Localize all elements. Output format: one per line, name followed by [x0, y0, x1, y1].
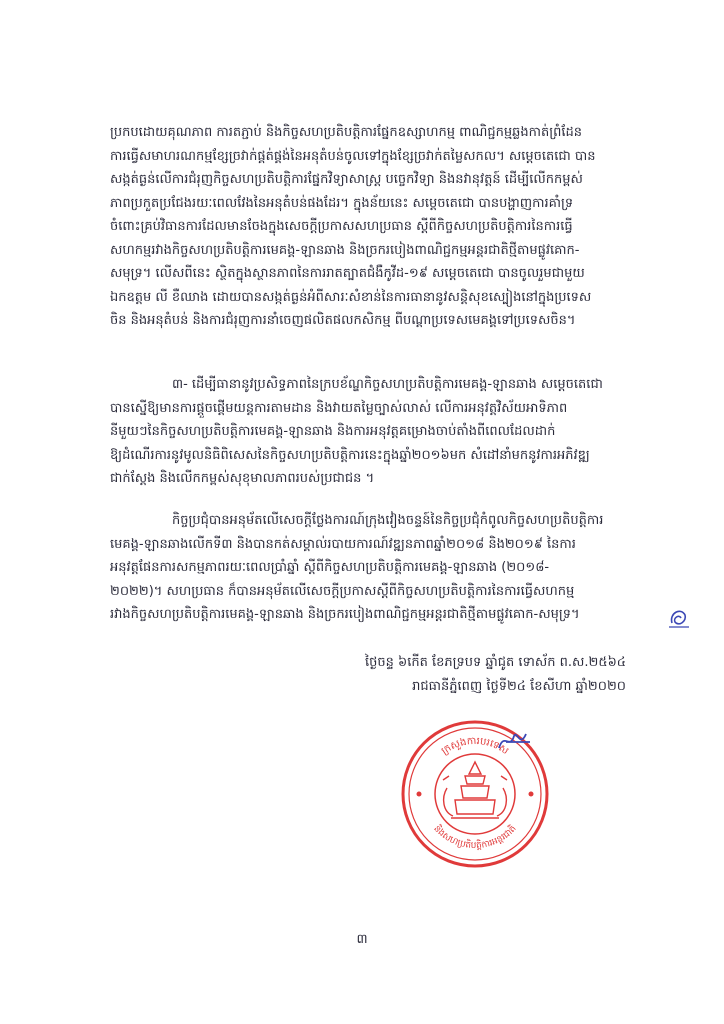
text-line: ភាពប្រកួតប្រជែងរយៈពេលវែងនៃអនុតំបន់ផងដែរ។ ក្នុងន័យនេះ សម្ដេចតេជោ បានបង្ហាញការគាំទ្រ — [110, 195, 574, 211]
text-line: ឯកឧត្ដម លី ខឺឈាង ដោយបានសង្កត់ធ្ងន់អំពីសារៈសំខាន់នៃការធានានូវសន្តិសុខស្បៀងនៅក្នុងប្រទេស — [110, 289, 592, 305]
text-line: សមុទ្រ។ លើសពីនេះ ស្ថិតក្នុងស្ថានភាពនៃការរាតត្បាតជំងឺកូវីដ-១៩ សម្ដេចតេជោ បានចូលរួមជាមួយ — [110, 266, 585, 281]
paragraph-continuation — [110, 121, 665, 333]
text-line: កិច្ចប្រជុំបានអនុម័តលើសេចក្ដីថ្លែងការណ៍ក្រុងវៀងចន្ទន៍នៃកិច្ចប្រជុំកំពូលកិច្ចសហប្រតិបត្តិការ — [172, 513, 604, 528]
seal-bottom-text: និងសហប្រតិបត្តិការអន្តរជាតិ — [431, 823, 519, 852]
text-line: ២០២២)។ សហប្រធាន ក៏បានអនុម័តលើសេចក្ដីប្រកាសស្ដីពីកិច្ចសហប្រតិបត្តិការនៃការធ្វើសហកម្ម — [110, 583, 575, 599]
text-line: ចិន និងអនុតំបន់ និងការជំរុញការនាំចេញផលិតផលកសិកម្ម ពីបណ្ដាប្រទេសមេគង្គទៅប្រទេសចិន។ — [110, 313, 576, 328]
paragraph-meeting-adoption — [110, 509, 665, 627]
text-line: ប្រកបដោយគុណភាព ការតភ្ជាប់ និងកិច្ចសហប្រតិបត្តិការផ្នែកឧស្សាហកម្ម ពាណិជ្ជកម្មឆ្លងកាត់ព្រំដែន — [110, 125, 583, 140]
text-line: ជាក់ស្ដែង និងលើកកម្ពស់សុខុមាលភាពរបស់ប្រជាជន ។ — [110, 471, 375, 486]
text-line: ឱ្យដំណើរការនូវមូលនិធិពិសេសនៃកិច្ចសហប្រតិបត្តិការនេះក្នុងឆ្នាំ២០១៦មក សំដៅនាំមកនូវការអភិវឌ្ឍ — [110, 447, 590, 463]
text-line: រវាងកិច្ចសហប្រតិបត្តិការមេគង្គ-ឡានឆាង និងច្រករបៀងពាណិជ្ជកម្មអន្តរជាតិថ្មីតាមផ្លូវគោក-សមុទ្រ។ — [110, 607, 580, 622]
seal-top-text: ក្រសួងការបរទេស — [439, 735, 511, 758]
page-number: ៣ — [356, 932, 368, 947]
initial-mark-icon — [667, 605, 691, 631]
date-lunar: ថ្ងៃចន្ទ ៦កើត ខែភទ្របទ ឆ្នាំជូត ទោស័ក ព.ស.២៥៦៤ — [365, 655, 626, 670]
text-line: បានស្នើឱ្យមានការផ្ដួចផ្ដើមយន្តការតាមដាន និងវាយតម្លៃច្បាស់លាស់ លើការអនុវត្តវិស័យអាទិភាព — [110, 400, 568, 416]
text-line: សង្កត់ធ្ងន់លើការជំរុញកិច្ចសហប្រតិបត្តិការផ្នែកវិទ្យាសាស្ត្រ បច្ចេកវិទ្យា និងនវានុវត្តន៍ ដើម្បីលើកកម្ពស់ — [110, 172, 583, 187]
svg-text:និងសហប្រតិបត្តិការអន្តរជាតិ — [431, 822, 518, 851]
text-line: អនុវត្តផែនការសកម្មភាពរយៈពេលប្រាំឆ្នាំ ស្ដីពីកិច្ចសហប្រតិបត្តិការមេគង្គ-ឡានឆាង (២០១៨- — [110, 560, 550, 575]
text-line: ចំពោះគ្រប់វិធានការដែលមានចែងក្នុងសេចក្ដីប្រកាសសហប្រធាន ស្ដីពីកិច្ចសហប្រតិបត្តិការនៃការធ្វើ — [110, 219, 573, 234]
text-line: ការធ្វើសមាហរណកម្មខ្សែច្រវាក់ផ្គត់ផ្គង់នៃអនុតំបន់ចូលទៅក្នុងខ្សែច្រវាក់តម្លៃសកល។ សម្ដេចតេជោ បាន — [110, 148, 596, 164]
text-line: មេគង្គ-ឡានឆាងលើកទី៣ និងបានកត់សម្គាល់របាយការណ៍វឌ្ឍនភាពឆ្នាំ២០១៨ និង២០១៩ នៃការ — [110, 536, 576, 552]
date-place-solar: រាជធានីភ្នំពេញ ថ្ងៃទី២៤ ខែសីហា ឆ្នាំ២០២០ — [412, 679, 626, 694]
paragraph-point-3 — [110, 373, 665, 491]
text-line: នីមួយៗនៃកិច្ចសហប្រតិបត្តិការមេគង្គ-ឡានឆាង និងការអនុវត្តគម្រោងចាប់តាំងពីពេលដែលដាក់ — [110, 424, 556, 439]
signature-icon — [496, 728, 532, 754]
text-line: សហកម្មរវាងកិច្ចសហប្រតិបត្តិការមេគង្គ-ឡានឆាង និងច្រករបៀងពាណិជ្ជកម្មអន្តរជាតិថ្មីតាមផ្លូវគោក- — [110, 242, 580, 258]
text-line: ៣- ដើម្បីធានានូវប្រសិទ្ធភាពនៃក្របខ័ណ្ឌកិច្ចសហប្រតិបត្តិការមេគង្គ-ឡានឆាង សម្ដេចតេជោ — [172, 377, 603, 392]
